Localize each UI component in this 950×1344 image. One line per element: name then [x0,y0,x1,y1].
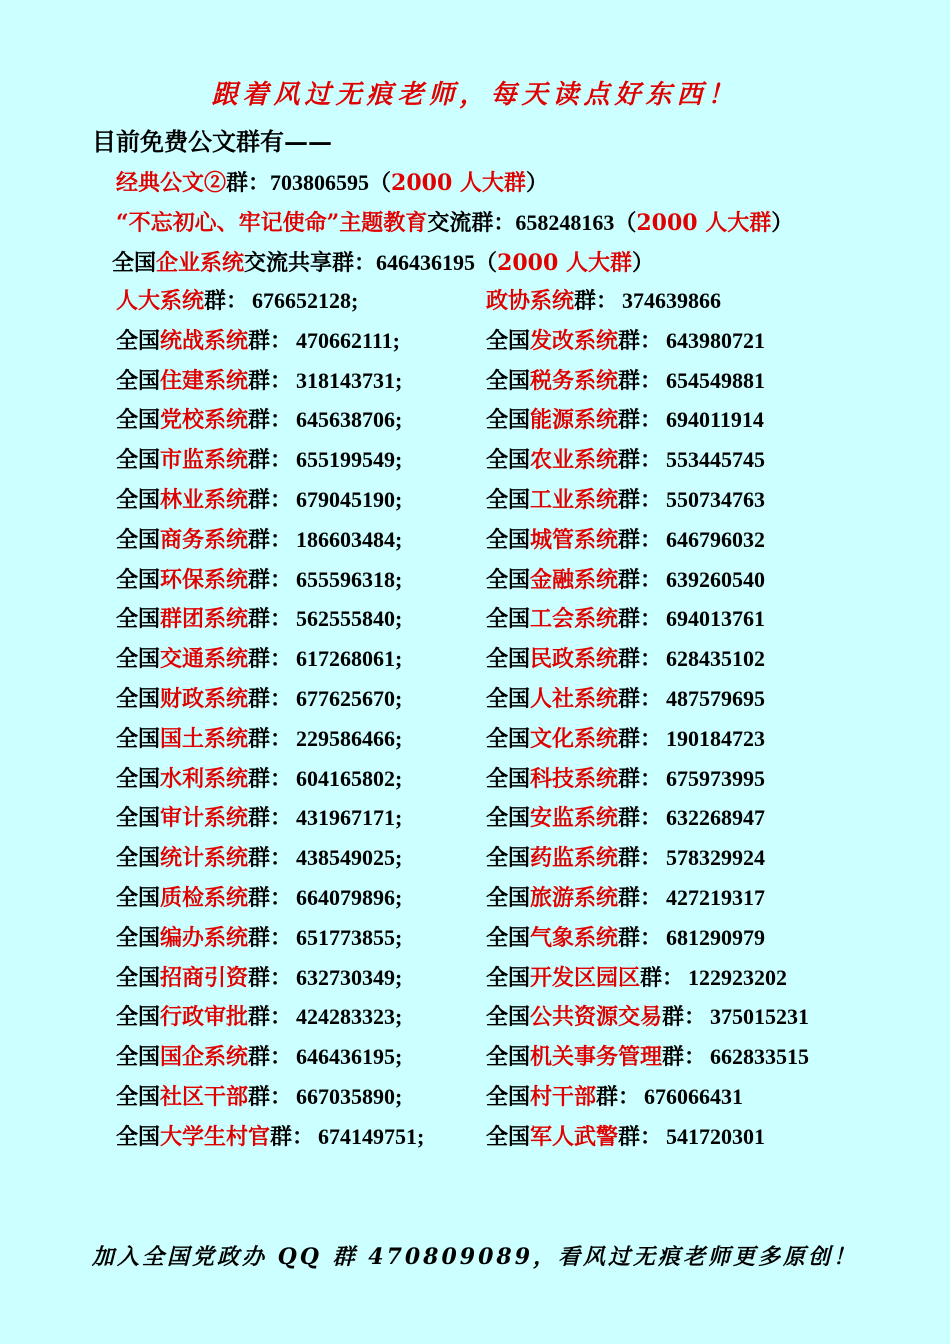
group-note: 2000 人大群 [636,210,772,236]
group-suffix: 群： [596,1084,641,1110]
group-prefix: 全国 [486,487,531,513]
group-prefix: 全国 [116,606,161,633]
group-name: 党校系统 [160,407,249,434]
group-name: 编办系统 [160,924,249,951]
group-entry [486,324,765,355]
group-suffix: 群： [618,566,663,593]
group-prefix: 全国 [486,447,531,474]
group-entry [116,1120,424,1151]
group-number[interactable]: 677625670; [296,686,403,711]
group-suffix: 群： [248,327,293,354]
group-prefix: 全国 [486,1123,531,1150]
group-number[interactable]: 703806595 [270,170,370,195]
group-entry [486,722,765,753]
featured-line-3 [112,246,654,277]
group-entry [486,881,765,912]
group-name: 机关事务管理 [530,1044,663,1071]
group-number[interactable]: 628435102 [666,646,766,672]
group-prefix: 全国 [486,407,531,434]
group-suffix: 群： [618,725,663,752]
group-number[interactable]: 632730349; [296,964,403,990]
group-entry [116,443,402,474]
group-suffix: 群： [618,526,663,553]
group-suffix: 群： [662,1004,707,1031]
group-entry [486,841,765,872]
group-prefix: 全国 [116,845,161,872]
group-entry [486,602,765,633]
group-entry [486,284,721,315]
group-suffix: 群： [618,407,663,434]
group-prefix: 全国 [116,1123,161,1150]
group-entry [486,1040,809,1071]
group-name: 国土系统 [160,725,249,752]
group-suffix: 群： [662,1044,707,1071]
group-suffix: 群： [248,487,293,513]
group-suffix: 群： [248,765,293,792]
group-entry [116,642,402,673]
group-suffix: 群： [618,487,663,513]
group-entry [116,762,402,793]
group-prefix: 全国 [116,526,161,553]
footer-note: 加入全国党政办 QQ 群 470809089，看风过无痕老师更多原创！ [91,1244,859,1270]
paren-open: （ [369,170,392,196]
group-entry [116,324,400,355]
group-name: 审计系统 [160,805,249,832]
group-suffix: 群： [618,805,663,832]
group-name: 能源系统 [530,407,619,434]
group-prefix: 全国 [116,447,161,474]
group-name: 招商引资 [160,964,249,991]
group-name: 社区干部 [160,1084,249,1110]
group-number[interactable]: 646436195; [296,1044,403,1070]
group-number[interactable]: 694011914 [666,407,764,433]
group-name: 林业系统 [160,487,249,513]
group-number[interactable]: 562555840; [296,606,403,632]
group-suffix: 群： [270,1123,315,1150]
group-entry [486,563,765,594]
group-prefix: 全国 [116,805,161,832]
group-prefix: 全国 [116,725,161,752]
group-prefix: 全国 [486,845,531,872]
group-suffix: 群： [618,327,663,354]
group-prefix: 全国 [116,407,161,434]
group-entry [486,483,765,514]
group-number[interactable]: 676066431 [644,1084,744,1109]
group-prefix: 全国 [116,367,161,394]
group-prefix: 全国 [116,566,161,593]
group-number[interactable]: 654549881 [666,367,766,393]
group-prefix: 全国 [486,566,531,593]
group-name: 村干部 [530,1084,597,1110]
group-entry [116,722,402,753]
group-name: 政协系统 [486,288,575,314]
group-name: 药监系统 [530,845,619,872]
group-number[interactable]: 679045190; [296,487,403,512]
group-suffix: 群： [574,288,619,314]
group-entry [116,921,402,952]
group-name: 工业系统 [530,487,619,513]
group-number[interactable]: 675973995 [666,765,766,791]
group-name: 国企系统 [160,1044,249,1071]
group-name: 财政系统 [160,686,249,712]
group-entry [116,563,402,594]
group-number[interactable]: 662833515 [710,1044,810,1070]
group-number[interactable]: 427219317 [666,885,766,910]
group-name: 金融系统 [530,566,619,593]
paren-open: （ [475,250,498,276]
group-name: 水利系统 [160,765,249,792]
group-number[interactable]: 651773855; [296,924,403,950]
group-number[interactable]: 694013761 [666,606,766,632]
group-number[interactable]: 676652128; [252,288,359,313]
group-number[interactable]: 674149751; [318,1123,425,1149]
group-number[interactable]: 122923202 [688,964,788,990]
group-suffix: 群： [618,646,663,673]
paren-close: ） [631,250,654,276]
group-number[interactable]: 431967171; [296,805,403,831]
group-number[interactable]: 375015231 [710,1004,810,1030]
group-prefix: 全国 [486,805,531,832]
group-entry [486,801,765,832]
group-number[interactable]: 186603484; [296,526,403,552]
group-name: 文化系统 [530,725,619,752]
group-entry [486,364,765,395]
group-suffix: 群： [618,845,663,872]
group-prefix: 全国 [116,765,161,792]
group-prefix: 全国 [116,964,161,991]
group-name: 行政审批 [160,1004,249,1031]
group-entry [116,284,358,315]
group-number[interactable]: 541720301 [666,1123,766,1149]
group-prefix: 全国 [116,1044,161,1071]
group-prefix: 全国 [486,924,531,951]
group-suffix: 群： [248,885,293,911]
group-number[interactable]: 578329924 [666,845,766,871]
group-prefix: 全国 [486,686,531,712]
group-suffix: 群： [248,447,293,474]
group-suffix: 群： [226,170,271,196]
group-name: 旅游系统 [530,885,619,911]
group-suffix: 群： [248,646,293,673]
group-entry [116,403,402,434]
group-name: 民政系统 [530,646,619,673]
group-suffix: 群： [248,845,293,872]
group-entry [116,1040,402,1071]
group-suffix: 群： [618,606,663,633]
group-name: 城管系统 [530,526,619,553]
group-entry [116,881,402,912]
group-number[interactable]: 645638706; [296,407,403,433]
group-entry [486,1000,809,1031]
group-suffix: 群： [618,765,663,792]
group-entry [486,961,787,992]
group-number[interactable]: 424283323; [296,1004,403,1030]
group-number[interactable]: 655596318; [296,566,403,592]
headline: 跟着风过无痕老师，每天读点好东西！ [211,80,739,110]
group-entry [116,364,402,395]
group-suffix: 群： [248,1084,293,1110]
group-suffix: 群： [618,686,663,712]
group-prefix: 全国 [486,1044,531,1071]
group-name: 税务系统 [530,367,619,394]
group-number[interactable]: 617268061; [296,646,403,672]
group-number[interactable]: 553445745 [666,447,766,473]
group-number[interactable]: 632268947 [666,805,766,831]
group-suffix: 群： [618,367,663,394]
group-suffix: 群： [248,1004,293,1031]
group-number[interactable]: 643980721 [666,327,766,353]
group-name: 开发区园区 [530,964,641,991]
group-suffix: 群： [248,526,293,553]
subtitle: 目前免费公文群有—— [92,127,332,156]
group-prefix: 全国 [486,526,531,553]
group-suffix: 交流共享群： [244,250,377,276]
group-prefix: 全国 [486,725,531,752]
group-prefix: 全国 [116,487,161,513]
group-entry [116,801,402,832]
group-suffix: 群： [248,924,293,951]
group-entry [486,682,765,713]
group-entry [116,523,402,554]
group-suffix: 群： [248,725,293,752]
group-prefix: 全国 [486,327,531,354]
featured-line-1 [116,166,548,197]
group-entry [116,602,402,633]
group-name: “不忘初心、牢记使命”主题教育 [116,210,428,236]
group-name: 安监系统 [530,805,619,832]
group-number[interactable]: 667035890; [296,1084,403,1109]
group-suffix: 交流群： [427,210,516,236]
group-name: 经典公文② [116,170,227,196]
group-prefix: 全国 [116,646,161,673]
group-suffix: 群： [618,447,663,474]
group-suffix: 群： [248,686,293,712]
group-number[interactable]: 438549025; [296,845,403,871]
group-name: 统战系统 [160,327,249,354]
group-number[interactable]: 550734763 [666,487,766,512]
group-suffix: 群： [618,1123,663,1150]
group-name: 发改系统 [530,327,619,354]
group-prefix: 全国 [486,606,531,633]
group-entry [486,1120,765,1151]
group-prefix: 全国 [486,1084,531,1110]
group-name: 农业系统 [530,447,619,474]
group-entry [486,762,765,793]
group-note: 2000 人大群 [391,170,526,196]
group-prefix: 全国 [116,1004,161,1031]
group-number[interactable]: 229586466; [296,725,403,751]
group-prefix: 全国 [116,327,161,354]
group-suffix: 群： [618,924,663,951]
group-entry [486,1080,743,1111]
paren-open: （ [614,210,637,236]
group-entry [486,523,765,554]
group-name: 公共资源交易 [530,1004,663,1031]
group-name: 工会系统 [530,606,619,633]
group-prefix: 全国 [116,1084,161,1110]
group-number[interactable]: 646436195 [376,250,476,275]
group-number[interactable]: 646796032 [666,526,766,552]
group-suffix: 群： [248,566,293,593]
group-entry [486,443,765,474]
group-suffix: 群： [640,964,685,991]
group-name: 气象系统 [530,924,619,951]
group-name: 统计系统 [160,845,249,872]
group-name: 人社系统 [530,686,619,712]
group-prefix: 全国 [486,646,531,673]
group-suffix: 群： [248,964,293,991]
group-number[interactable]: 639260540 [666,566,766,592]
group-suffix: 群： [204,288,249,314]
group-note: 2000 人大群 [497,250,632,276]
group-entry [116,1080,402,1111]
group-suffix: 群： [248,367,293,394]
group-prefix: 全国 [112,250,157,276]
group-name: 住建系统 [160,367,249,394]
group-entry [486,403,764,434]
group-entry [116,682,402,713]
group-name: 企业系统 [156,250,245,276]
group-number[interactable]: 374639866 [622,288,722,313]
group-number[interactable]: 655199549; [296,447,403,473]
group-number[interactable]: 470662111; [296,327,400,353]
group-entry [486,921,765,952]
group-suffix: 群： [248,805,293,832]
group-name: 交通系统 [160,646,249,673]
group-name: 商务系统 [160,526,249,553]
group-name: 市监系统 [160,447,249,474]
group-name: 军人武警 [530,1123,619,1150]
group-entry [116,1000,402,1031]
group-suffix: 群： [248,606,293,633]
group-prefix: 全国 [486,367,531,394]
group-prefix: 全国 [486,765,531,792]
group-number[interactable]: 604165802; [296,765,403,791]
group-name: 质检系统 [160,885,249,911]
group-prefix: 全国 [486,885,531,911]
group-name: 环保系统 [160,566,249,593]
group-entry [116,841,402,872]
group-name: 群团系统 [160,606,249,633]
group-name: 大学生村官 [160,1123,271,1150]
group-name: 科技系统 [530,765,619,792]
group-suffix: 群： [248,407,293,434]
group-number[interactable]: 664079896; [296,885,403,910]
group-prefix: 全国 [116,885,161,911]
group-number[interactable]: 318143731; [296,367,403,393]
group-number[interactable]: 190184723 [666,725,766,751]
group-suffix: 群： [248,1044,293,1071]
group-prefix: 全国 [116,686,161,712]
group-entry [486,642,765,673]
group-prefix: 全国 [486,964,531,991]
paren-close: ） [525,170,548,196]
group-number[interactable]: 681290979 [666,924,766,950]
featured-line-2 [116,206,793,237]
group-number[interactable]: 658248163 [515,210,615,235]
group-entry [116,483,402,514]
paren-close: ） [771,210,794,236]
group-prefix: 全国 [486,1004,531,1031]
group-prefix: 全国 [116,924,161,951]
group-name: 人大系统 [116,288,205,314]
group-entry [116,961,402,992]
group-suffix: 群： [618,885,663,911]
group-number[interactable]: 487579695 [666,686,766,711]
